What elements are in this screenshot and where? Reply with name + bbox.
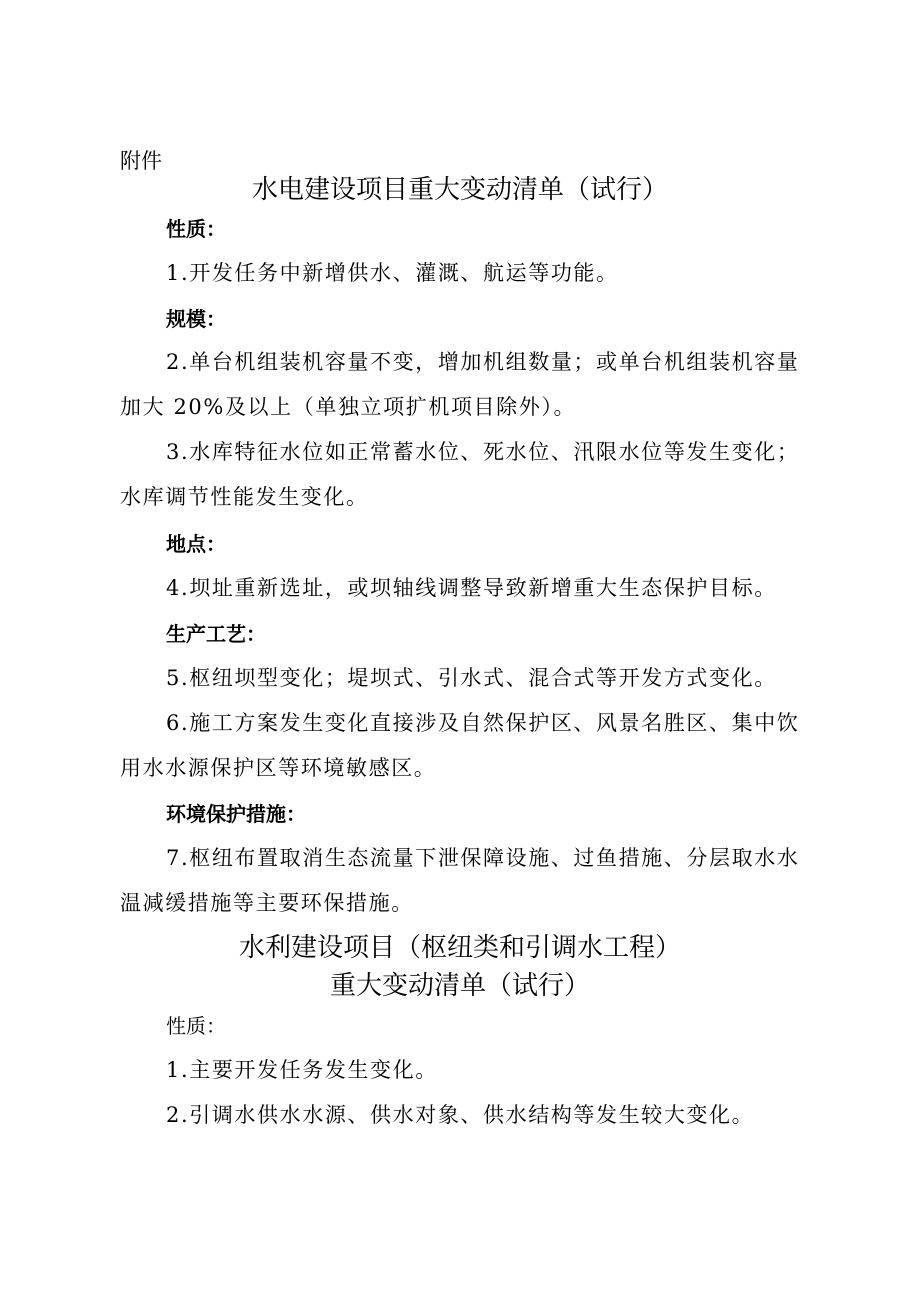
hydro-heading-location: 地点：: [166, 532, 226, 556]
water-item-2: 2.引调水供水水源、供水对象、供水结构等发生较大变化。: [166, 1103, 755, 1127]
water-heading-nature: 性质：: [166, 1014, 226, 1038]
hydro-heading-nature: 性质：: [166, 217, 226, 241]
hydro-heading-process: 生产工艺：: [166, 622, 266, 646]
hydro-heading-env: 环境保护措施：: [166, 802, 306, 826]
hydro-heading-scale: 规模：: [166, 307, 226, 331]
water-item-1: 1.主要开发任务发生变化。: [166, 1058, 438, 1082]
hydro-item-4: 4.坝址重新选址，或坝轴线调整导致新增重大生态保护目标。: [166, 576, 777, 600]
hydro-item-7: 7.枢纽布置取消生态流量下泄保障设施、过鱼措施、分层取水水温减缓措施等主要环保措施。: [120, 846, 800, 915]
hydro-item-3: 3.水库特征水位如正常蓄水位、死水位、汛限水位等发生变化；水库调节性能发生变化。: [120, 440, 800, 509]
hydro-title: 水电建设项目重大变动清单（试行）: [251, 175, 668, 205]
water-title-line1: 水利建设项目（枢纽类和引调水工程）: [238, 933, 681, 963]
attachment-label: 附件: [120, 149, 162, 173]
hydro-item-6: 6.施工方案发生变化直接涉及自然保护区、风景名胜区、集中饮用水水源保护区等环境敏感区。: [120, 711, 800, 780]
water-title-line2: 重大变动清单（试行）: [329, 971, 590, 1001]
hydro-item-1: 1.开发任务中新增供水、灌溉、航运等功能。: [166, 261, 619, 285]
hydro-item-5: 5.枢纽坝型变化；堤坝式、引水式、混合式等开发方式变化。: [166, 666, 777, 690]
hydro-item-2: 2.单台机组装机容量不变，增加机组数量；或单台机组装机容量加大 20%及以上（单独立项扩机项目除外）。: [120, 350, 800, 419]
